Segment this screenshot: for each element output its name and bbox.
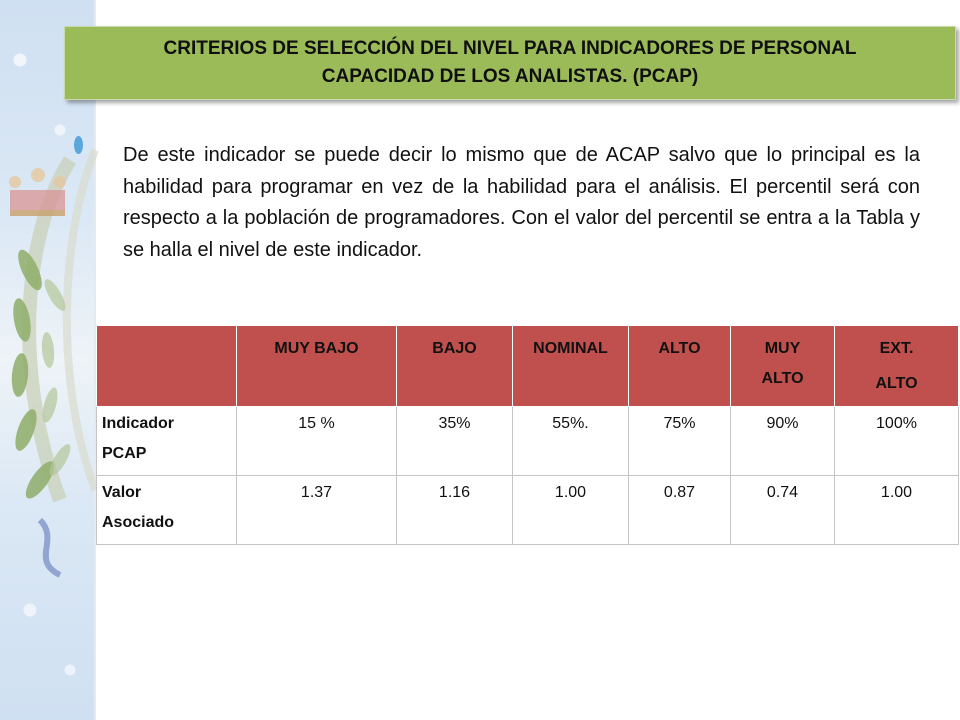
title-line-1: CRITERIOS DE SELECCIÓN DEL NIVEL PARA INDICADORES DE PERSONAL xyxy=(163,38,857,59)
header-muy-bajo: MUY BAJO xyxy=(237,326,397,407)
header-ext-alto: EXT. ALTO xyxy=(835,326,959,407)
table-cell: 1.00 xyxy=(835,476,959,545)
table-cell: 35% xyxy=(397,407,513,476)
table-cell: 1.16 xyxy=(397,476,513,545)
header-alto: ALTO xyxy=(629,326,731,407)
table-cell: 1.37 xyxy=(237,476,397,545)
table-header-row xyxy=(97,326,959,407)
header-bajo: BAJO xyxy=(397,326,513,407)
table-cell: 75% xyxy=(629,407,731,476)
table-cell: 0.87 xyxy=(629,476,731,545)
table-cell: 100% xyxy=(835,407,959,476)
table-cell: 15 % xyxy=(237,407,397,476)
title-banner xyxy=(64,26,956,100)
table-row xyxy=(97,407,959,476)
header-muy-alto: MUY ALTO xyxy=(731,326,835,407)
row-label: Valor Asociado xyxy=(97,476,237,545)
table-cell: 1.00 xyxy=(513,476,629,545)
header-corner xyxy=(97,326,237,407)
header-nominal: NOMINAL xyxy=(513,326,629,407)
row-label: Indicador PCAP xyxy=(97,407,237,476)
table-row xyxy=(97,476,959,545)
table-cell: 55%. xyxy=(513,407,629,476)
table-cell: 0.74 xyxy=(731,476,835,545)
body-paragraph: De este indicador se puede decir lo mismo que de ACAP salvo que lo principal es la habilidad para programar en vez de la habilidad para el análisis. El percentil será con respecto a la población de programadores. Con el valor del percentil se entra a la Tabla y se halla el nivel de este indicador. xyxy=(123,144,920,261)
bullet-dot-icon xyxy=(74,136,83,154)
pcap-table xyxy=(96,325,959,545)
table-cell: 90% xyxy=(731,407,835,476)
title-line-2: CAPACIDAD DE LOS ANALISTAS. (PCAP) xyxy=(321,66,699,87)
